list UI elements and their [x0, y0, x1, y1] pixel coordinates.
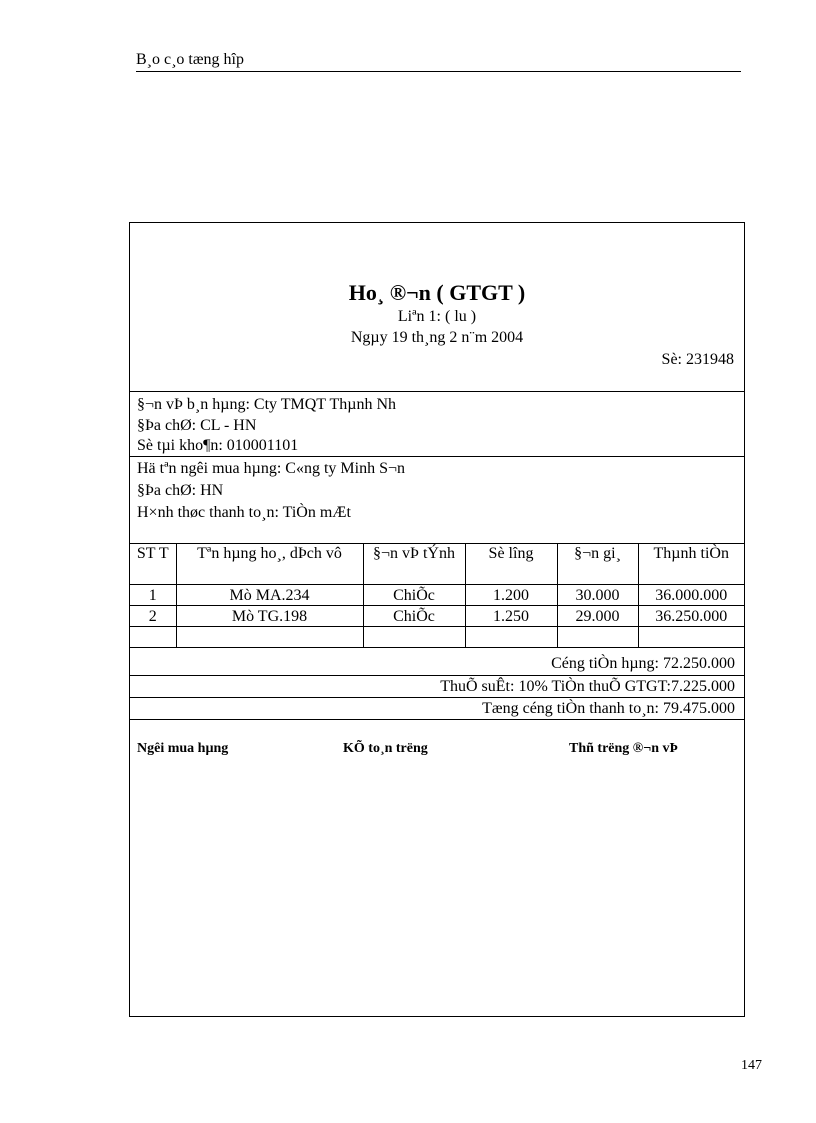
divider	[130, 391, 744, 392]
page-number: 147	[741, 1058, 762, 1073]
divider	[130, 456, 744, 457]
table-row-empty	[130, 627, 744, 648]
signature-accountant: KÕ to¸n trëng	[343, 741, 428, 756]
cell-qty: 1.200	[465, 585, 557, 606]
cell-stt: 1	[130, 585, 176, 606]
col-header-qty: Sè lîng	[465, 544, 557, 585]
col-header-price: §¬n gi¸	[557, 544, 638, 585]
table-row	[130, 606, 744, 627]
buyer-name: Hä tªn ngêi mua hµng: C«ng ty Minh S¬n	[137, 460, 405, 477]
invoice-date: Ngµy 19 th¸ng 2 n¨m 2004	[350, 329, 524, 346]
cell-unit: ChiÕc	[363, 606, 465, 627]
invoice-copy-line: Liªn 1: ( lu )	[397, 308, 477, 325]
cell-price: 29.000	[557, 606, 638, 627]
seller-account: Sè tµi kho¶n: 010001101	[137, 437, 299, 454]
signature-director: Thñ trëng ®¬n vÞ	[569, 741, 679, 756]
payment-method: H×nh thøc thanh to¸n: TiÒn mÆt	[137, 504, 351, 521]
table-header-row	[130, 544, 744, 585]
cell-stt: 2	[130, 606, 176, 627]
cell-name: Mò MA.234	[176, 585, 363, 606]
grand-total: Tæng céng tiÒn thanh to¸n: 79.475.000	[482, 700, 735, 717]
invoice-title: Ho¸ ®¬n ( GTGT )	[348, 280, 526, 305]
vat-line: ThuÕ suÊt: 10% TiÒn thuÕ GTGT:7.225.000	[440, 678, 735, 695]
cell-price: 30.000	[557, 585, 638, 606]
subtotal: Céng tiÒn hµng: 72.250.000	[551, 655, 735, 672]
divider	[130, 719, 744, 720]
seller-name: §¬n vÞ b¸n hµng: Cty TMQT Thµnh Nh	[137, 396, 397, 413]
signature-buyer: Ngêi mua hµng	[137, 741, 229, 756]
table-row	[130, 585, 744, 606]
cell-name: Mò TG.198	[176, 606, 363, 627]
col-header-name: Tªn hµng ho¸, dÞch vô	[176, 544, 363, 585]
items-table	[130, 543, 744, 648]
invoice-serial: Sè: 231948	[661, 351, 734, 368]
seller-address: §Þa chØ: CL - HN	[137, 417, 257, 434]
buyer-address: §Þa chØ: HN	[137, 482, 224, 499]
col-header-stt: ST T	[130, 544, 176, 585]
col-header-unit: §¬n vÞ tÝnh	[363, 544, 465, 585]
cell-amount: 36.000.000	[638, 585, 744, 606]
invoice-frame	[129, 222, 745, 1017]
page-header: B¸o c¸o tæng hîp	[136, 51, 244, 68]
cell-unit: ChiÕc	[363, 585, 465, 606]
col-header-amount: Thµnh tiÒn	[638, 544, 744, 585]
cell-qty: 1.250	[465, 606, 557, 627]
header-rule	[136, 71, 741, 72]
cell-amount: 36.250.000	[638, 606, 744, 627]
